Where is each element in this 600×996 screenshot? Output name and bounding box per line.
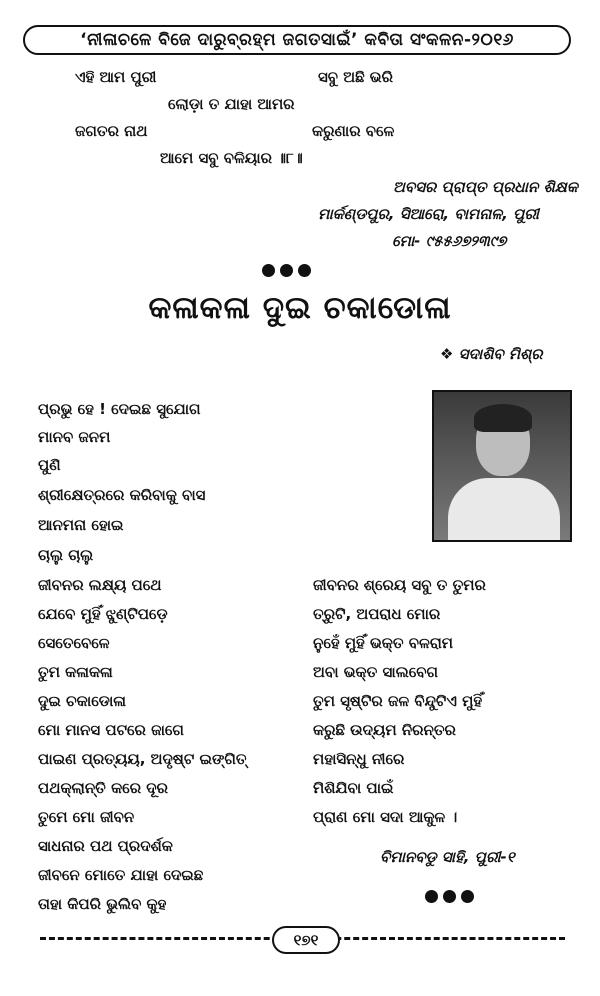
poem-line: ମୋ ମାନସ ପଟରେ ଜାଗେ — [38, 721, 184, 739]
author-address: ବିମାନବଡୁ ସାହି, ପୁରୀ-୧ — [380, 848, 515, 866]
poem-line: ସେତେବେଳେ — [38, 634, 110, 652]
collection-banner: ‘ନୀଳାଚଳେ ବିଜେ ଦାରୁବ୍ରହ୍ମ ଜଗତସାଇଁ’ କବିତା ସଂକଳନ-୨୦୧୬ — [23, 25, 571, 55]
poem-author: ❖ ସଦାଶିବ ମିଶ୍ର — [440, 345, 543, 363]
poem-line: ଅବା ଭକ୍ତ ସାଲବେଗ — [313, 663, 439, 681]
poem-line: ଜୀବନର ଶ୍ରେୟ ସବୁ ତ ତୁମର — [313, 576, 486, 594]
poem-line: ତ୍ରୁଟି, ଅପରାଧ ମୋର — [313, 605, 441, 623]
separator-dots — [425, 890, 474, 903]
poem-line: ତୁମ ସୃଷ୍ଟିର ଜଳ ବିନ୍ଦୁଟିଏ ମୁହିଁ — [313, 692, 483, 710]
poem-line: ପ୍ରାଣ ମୋ ସଦା ଆକୁଳ । — [313, 808, 458, 826]
prev-poem-line: କରୁଣାର ବଳେ — [312, 122, 395, 140]
poem-line: ତୁମ କଳାକଳା — [38, 663, 113, 681]
poem-line: ପ୍ରଭୁ ହେ ! ଦେଇଛ ସୁଯୋଗ — [38, 400, 201, 418]
prev-poem-line: ଆମେ ସବୁ ବଳିୟାର ॥୮॥ — [160, 149, 303, 167]
poem-line: ତୁମେ ମୋ ଜୀବନ — [38, 808, 135, 826]
poem-line: ଶ୍ରୀକ୍ଷେତ୍ରରେ କରିବାକୁ ବାସ — [38, 486, 206, 504]
prev-author-address: ମାର୍କଣ୍ଡପୁର, ସିଆରୋ, ବାମନାଳ, ପୁରୀ — [318, 205, 539, 223]
separator-dots — [262, 264, 311, 277]
page-number: ୧୭୧ — [272, 926, 340, 954]
prev-poem-line: ଏହି ଆମ ପୁରୀ — [75, 68, 157, 86]
prev-author-designation: ଅବସର ପ୍ରାପ୍ତ ପ୍ରଧାନ ଶିକ୍ଷକ — [393, 178, 578, 196]
prev-poem-line: ଜଗତର ନାଥ — [75, 122, 148, 140]
author-photo — [432, 390, 572, 542]
poem-line: ମାନବ ଜନମ — [38, 428, 111, 446]
poem-line: ନୁହେଁ ମୁହିଁ ଭକ୍ତ ବଳରାମ — [313, 634, 454, 652]
poem-line: ସାଧନାର ପଥ ପ୍ରଦର୍ଶକ — [38, 837, 173, 855]
prev-poem-line: ସବୁ ଅଛି ଭରି — [318, 68, 393, 86]
poem-line: ଆନମନା ହୋଇ — [38, 516, 124, 534]
poem-line: ପଥକ୍ଲାନ୍ତି କରେ ଦୂର — [38, 779, 168, 797]
poem-line: ଦୁଇ ଚକାଡୋଳା — [38, 692, 126, 710]
poem-line: ମହାସିନ୍ଧୁ ନୀରେ — [313, 750, 405, 768]
poem-line: ପାଇଣ ପ୍ରତ୍ୟୟ, ଅଦୃଷ୍ଟ ଇଙ୍ଗିତ୍ — [38, 750, 247, 768]
prev-author-phone: ମୋ- ୯୫୫୬୭୨୩୯୭ — [392, 232, 507, 250]
poem-line: ମିଶିଯିବା ପାଇଁ — [313, 779, 394, 797]
poem-line: ଜୀବନର ଲକ୍ଷ୍ୟ ପଥେ — [38, 576, 162, 594]
poem-title: କଳାକଳା ଦୁଇ ଚକାଡୋଳା — [148, 290, 452, 326]
poem-line: ପୁଣି — [38, 456, 61, 474]
poem-line: ଚାଲୁ ଚାଲୁ — [38, 546, 94, 564]
poem-line: ଯେବେ ମୁହିଁ ଝୁଣ୍ଟିପଡ଼େ — [38, 605, 168, 623]
poem-line: ଜୀବନେ ମୋତେ ଯାହା ଦେଇଛ — [38, 866, 204, 884]
poem-line: କରୁଛି ଉଦ୍ୟମ ନିରନ୍ତର — [313, 721, 456, 739]
prev-poem-line: ଲୋଡ଼ା ତ ଯାହା ଆମର — [168, 95, 295, 113]
poem-line: ତାହା କିପରି ଭୁଲିବ କୁହ — [38, 895, 167, 913]
